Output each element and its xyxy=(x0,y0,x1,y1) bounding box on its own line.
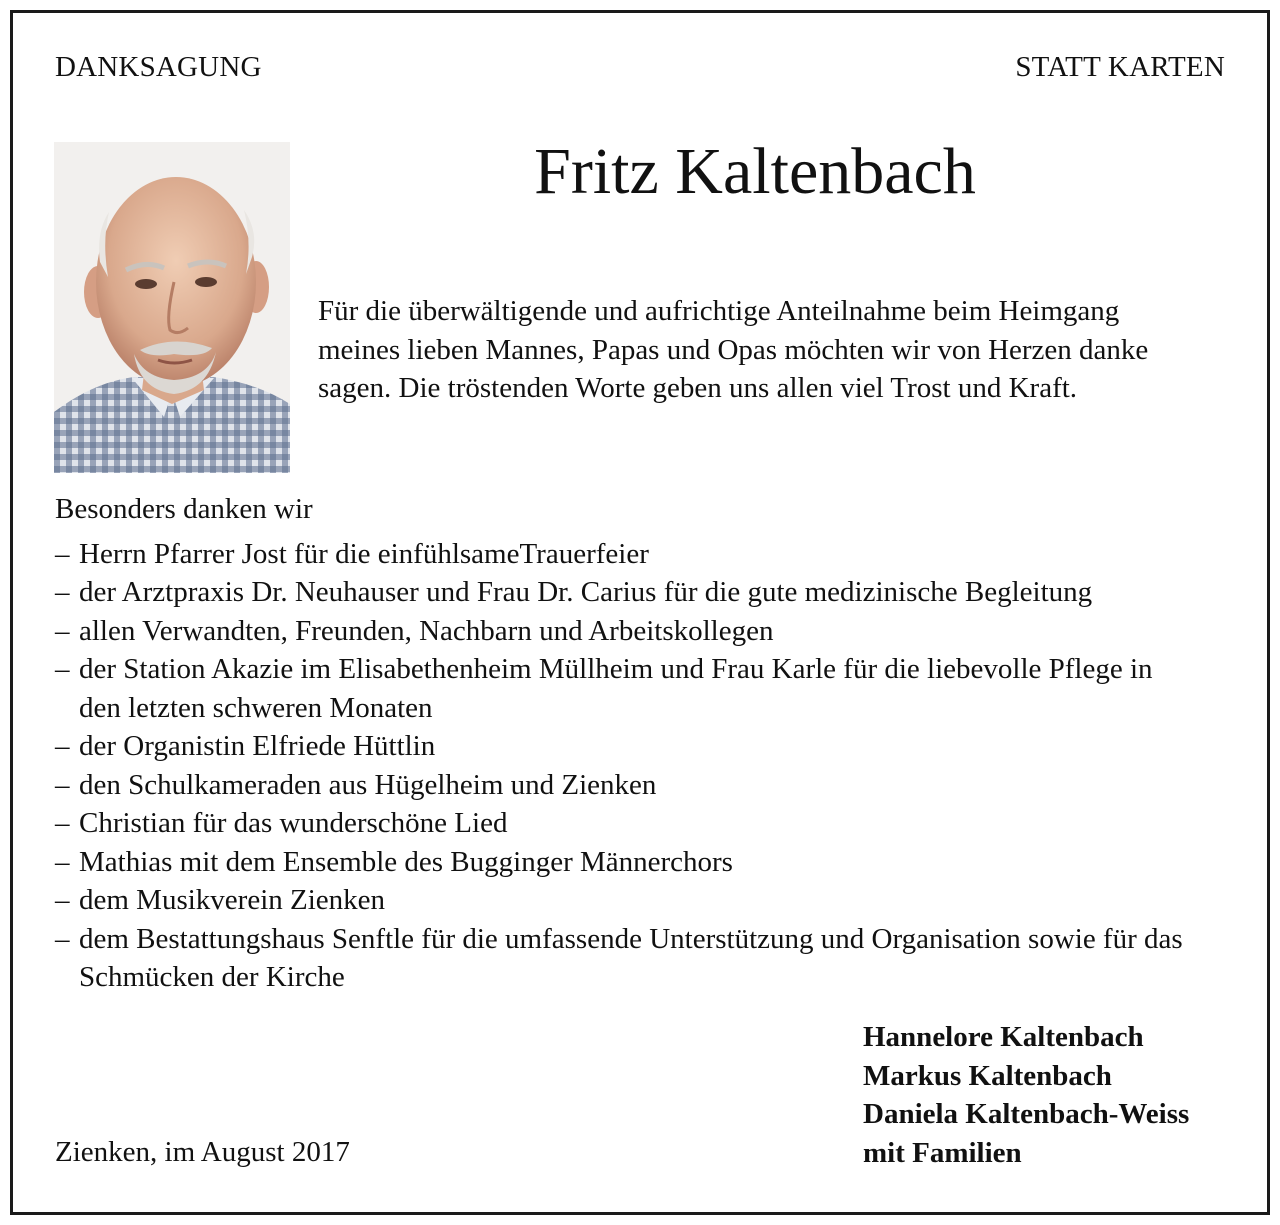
list-item-text: dem Bestattungshaus Senftle für die umfassende Unterstützung und Organisation sowie für das Schmücken der Kirche xyxy=(79,922,1183,993)
list-item-text: der Organistin Elfriede Hüttlin xyxy=(79,730,436,762)
signer-name: Daniela Kaltenbach-Weiss xyxy=(863,1098,1190,1130)
list-item xyxy=(55,766,1245,805)
list-item xyxy=(55,804,1245,843)
list-item xyxy=(55,535,1245,574)
dash: – xyxy=(55,537,70,570)
thanks-list xyxy=(55,535,1245,997)
dash: – xyxy=(55,576,70,608)
list-item-text: allen Verwandten, Freunden, Nachbarn und Arbeitskollegen xyxy=(79,614,774,647)
list-item-text: Mathias mit dem Ensemble des Bugginger Männerchors xyxy=(79,845,733,878)
list-item xyxy=(55,612,1245,651)
list-item-text: Herrn Pfarrer Jost für die einfühlsameTrauerfeier xyxy=(79,537,649,570)
signer-name: Markus Kaltenbach xyxy=(863,1059,1112,1092)
list-item xyxy=(55,573,1245,612)
thanks-section xyxy=(55,490,1245,997)
portrait-photo xyxy=(54,142,290,473)
dash: – xyxy=(55,614,70,647)
thanks-lead: Besonders danken wir xyxy=(55,493,313,525)
deceased-name: Fritz Kaltenbach xyxy=(534,135,976,208)
dash: – xyxy=(55,653,70,685)
list-item xyxy=(55,920,1245,997)
intro-line: Für die überwältigende und aufrichtige Anteilnahme beim Heimgang xyxy=(318,295,1120,327)
header-label-left: DANKSAGUNG xyxy=(55,51,262,83)
list-item xyxy=(55,650,1245,727)
header-label-right: STATT KARTEN xyxy=(1015,51,1225,83)
list-item xyxy=(55,881,1245,920)
signer-name: mit Familien xyxy=(863,1136,1022,1169)
list-item-text: der Station Akazie im Elisabethenheim Müllheim und Frau Karle für die liebevolle Pflege in den letzten schweren Monaten xyxy=(79,653,1153,724)
place-date: Zienken, im August 2017 xyxy=(55,1136,350,1168)
list-item-text: Christian für das wunderschöne Lied xyxy=(79,807,508,839)
list-item xyxy=(55,727,1245,766)
dash: – xyxy=(55,730,70,762)
dash: – xyxy=(55,807,70,839)
intro-line: meines lieben Mannes, Papas und Opas möchten wir von Herzen danke xyxy=(318,333,1149,366)
signers-block xyxy=(863,1018,1189,1172)
dash: – xyxy=(55,845,70,878)
dash: – xyxy=(55,768,70,801)
list-item xyxy=(55,843,1245,882)
dash: – xyxy=(55,922,70,955)
signer-name: Hannelore Kaltenbach xyxy=(863,1021,1144,1053)
list-item-text: den Schulkameraden aus Hügelheim und Zienken xyxy=(79,768,657,801)
list-item-text: dem Musikverein Zienken xyxy=(79,884,386,916)
dash: – xyxy=(55,884,70,916)
intro-paragraph xyxy=(318,292,1238,408)
list-item-text: der Arztpraxis Dr. Neuhauser und Frau Dr. Carius für die gute medizinische Begleitung xyxy=(79,576,1093,608)
intro-line: sagen. Die tröstenden Worte geben uns allen viel Trost und Kraft. xyxy=(318,372,1078,404)
